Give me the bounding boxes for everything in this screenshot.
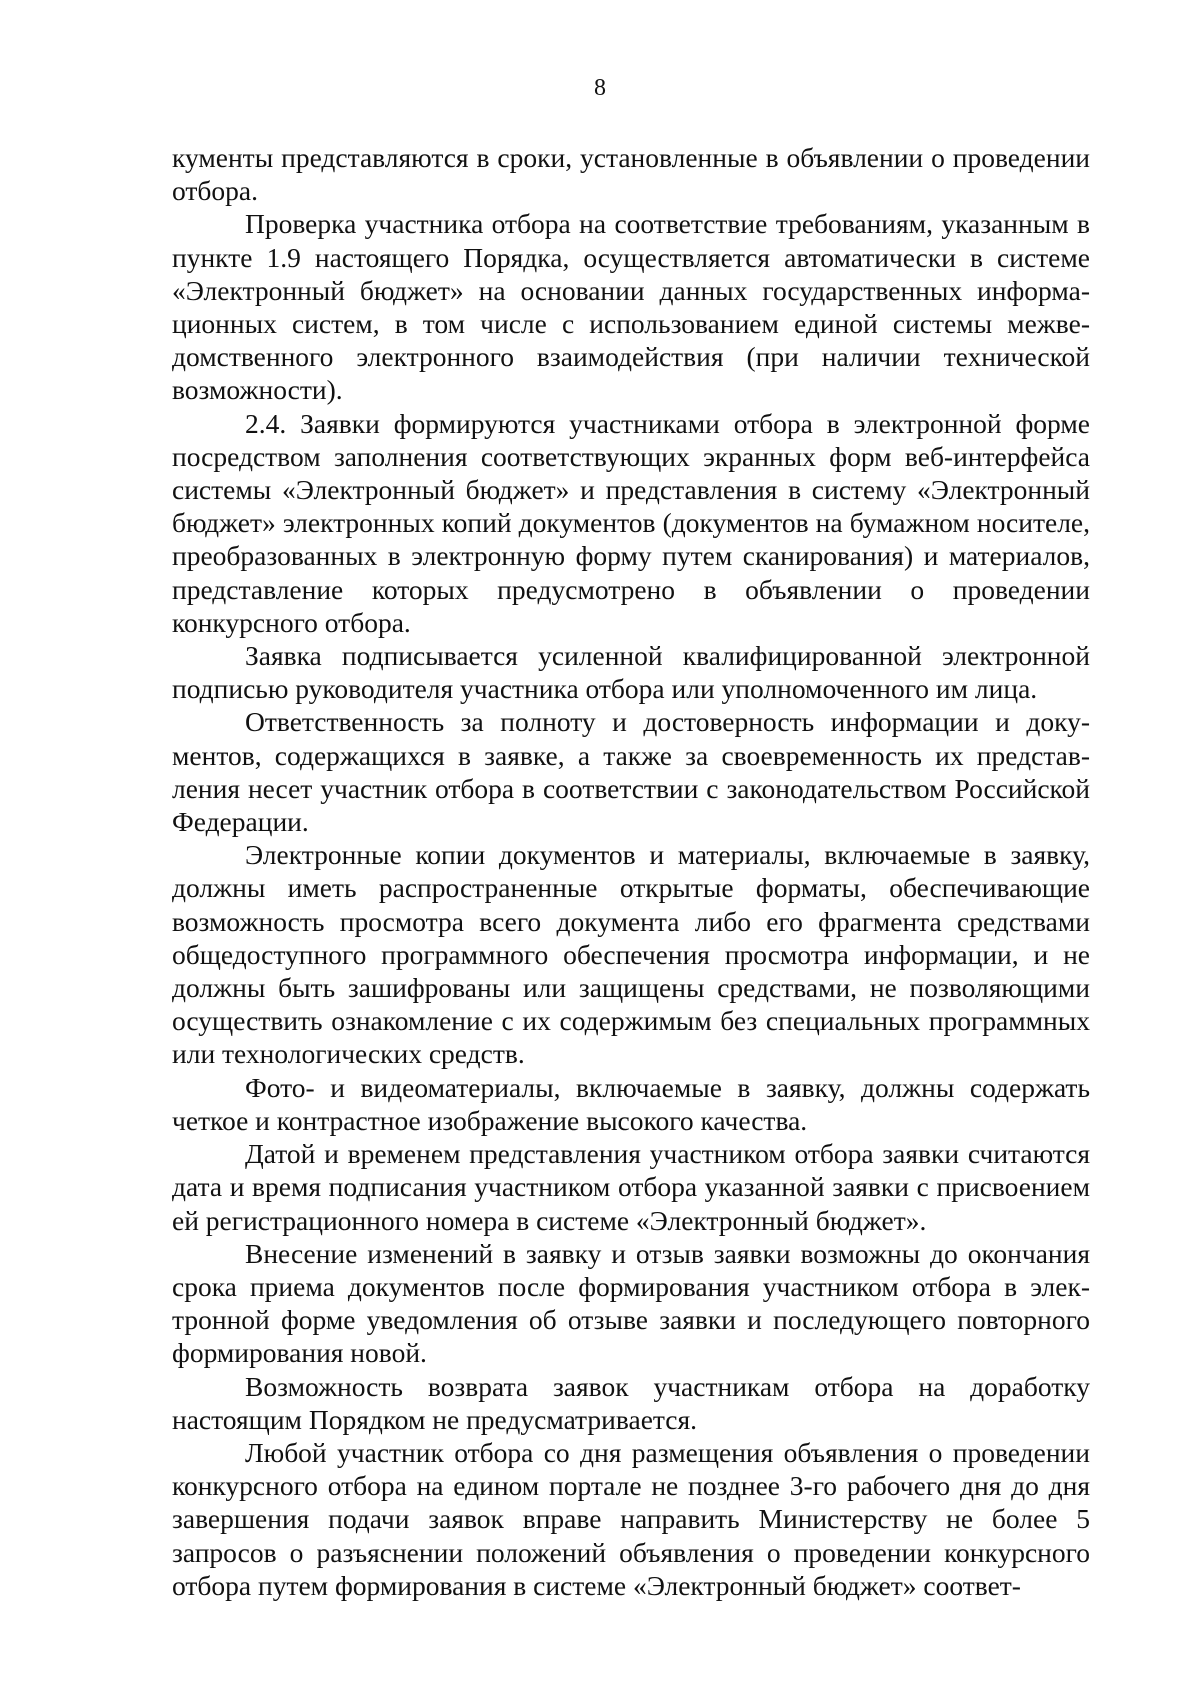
paragraph-submission-date: Датой и временем представления участником отбора заявки считаются дата и время подписания участником отбора указанной заявки с присвоением ей регистрационного номера в системе «Электронный бюджет». — [172, 1138, 1090, 1236]
paragraph-no-return: Возможность возврата заявок участникам отбора на доработку настоящим Порядком не предусматривается. — [172, 1370, 1090, 1435]
paragraph-signature: Заявка подписывается усиленной квалифицированной электронной подписью руководителя участника отбора или уполномоченного им лица. — [172, 640, 1090, 705]
document-body — [172, 141, 1090, 1602]
paragraph-clarification-requests: Любой участник отбора со дня размещения объявления о проведении конкурсного отбора на едином портале не позднее 3-го рабочего дня до дня завершения подачи заявок вправе направить Министерству не более 5 запросов о разъяснении положений объявления о проведении конкурсного отбора путем формирования в системе «Электронный бюджет» соответ- — [172, 1436, 1090, 1601]
paragraph-2-4-applications: 2.4. Заявки формируются участниками отбора в электронной форме посредством заполнения соответствующих экранных форм веб-интерфейса системы «Электронный бюджет» и представления в систему «Электронный бюджет» электронных копий документов (документов на бумажном носителе, преобразованных в электронную форму путем сканирования) и материалов, представление которых предусмотрено в объявлении о проведении конкурсного отбора. — [172, 407, 1090, 638]
paragraph-electronic-copies: Электронные копии документов и материалы, включаемые в заявку, должны иметь распространенные открытые форматы, обеспечивающие возможность просмотра всего документа либо его фрагмента средствами общедоступного программного обеспечения просмотра информации, и не должны быть зашифрованы или защищены средствами, не позволяющими осуществить ознакомление с их содержимым без специальных программных или технологических средств. — [172, 839, 1090, 1070]
paragraph-changes-withdrawal: Внесение изменений в заявку и отзыв заявки возможны до окончания срока приема документов после формирования участником отбора в электронной форме уведомления об отзыве заявки и последующего повторного формирования новой. — [172, 1237, 1090, 1369]
paragraph-participant-check: Проверка участника отбора на соответствие требованиям, указанным в пункте 1.9 настоящего Порядка, осуществляется автоматически в системе «Электронный бюджет» на основании данных государственных информационных систем, в том числе с использованием единой системы межведомственного электронного взаимодействия (при наличии технической возможности). — [172, 208, 1090, 406]
paragraph-photo-video: Фото- и видеоматериалы, включаемые в заявку, должны содержать четкое и контрастное изображение высокого качества. — [172, 1071, 1090, 1136]
page-number: 8 — [594, 75, 606, 101]
paragraph-continuation: кументы представляются в сроки, установленные в объявлении о проведении отбора. — [172, 142, 1090, 207]
paragraph-responsibility: Ответственность за полноту и достоверность информации и документов, содержащихся в заявке, а также за своевременность их представления несет участник отбора в соответствии с законодательством Российской Федерации. — [172, 706, 1090, 838]
